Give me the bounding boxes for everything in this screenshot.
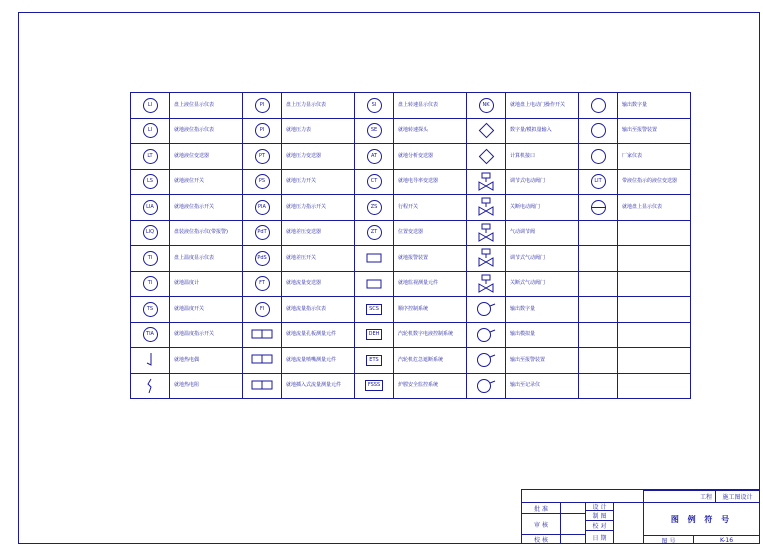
- legend-symbol-cell: [579, 246, 618, 272]
- legend-row: [131, 93, 691, 119]
- legend-label: 数字量/模拟量输入: [506, 118, 579, 144]
- legend-symbol-cell: [467, 144, 506, 170]
- legend-symbol-cell: [355, 169, 394, 195]
- legend-symbol-cell: [467, 297, 506, 323]
- legend-label: [618, 348, 691, 374]
- tb-review: 审 核: [522, 513, 560, 534]
- legend-label: 就地流量孔板测量元件: [282, 322, 355, 348]
- legend-label: 就地液位变送器: [170, 144, 243, 170]
- legend-symbol-cell: [467, 246, 506, 272]
- instrument-circle-icon: CT: [367, 174, 382, 189]
- valve-icon: [477, 223, 495, 243]
- instrument-circle-icon: LIQ: [143, 225, 158, 240]
- legend-label: 调节式电动阀门: [506, 169, 579, 195]
- legend-symbol-cell: [131, 373, 170, 399]
- legend-symbol-cell: [131, 246, 170, 272]
- legend-symbol-cell: [243, 118, 282, 144]
- legend-symbol-cell: [131, 118, 170, 144]
- legend-symbol-cell: [355, 93, 394, 119]
- legend-symbol-cell: [579, 373, 618, 399]
- instrument-circle-icon: TS: [143, 302, 158, 317]
- tb-blank-3: [560, 534, 585, 544]
- legend-symbol-cell: [579, 195, 618, 221]
- legend-row: [131, 118, 691, 144]
- square-icon: [365, 278, 383, 290]
- tb-verify: 校 对: [585, 520, 613, 530]
- legend-symbol-cell: [243, 271, 282, 297]
- legend-symbol-cell: [355, 195, 394, 221]
- valve-icon: [477, 172, 495, 192]
- legend-label: 关断式气动阀门: [506, 271, 579, 297]
- legend-label: [618, 297, 691, 323]
- legend-row: [131, 195, 691, 221]
- thermocouple-icon: [145, 352, 155, 368]
- instrument-circle-icon: LIT: [591, 174, 606, 189]
- instrument-circle-icon: [591, 149, 606, 164]
- legend-row: [131, 220, 691, 246]
- legend-symbol-cell: [355, 246, 394, 272]
- legend-symbol-cell: [131, 144, 170, 170]
- instrument-circle-icon: PIA: [255, 200, 270, 215]
- legend-symbol-cell: [467, 322, 506, 348]
- legend-symbol-cell: [355, 297, 394, 323]
- legend-label: 就地液位开关: [170, 169, 243, 195]
- legend-label: [618, 246, 691, 272]
- legend-label: 输出数字量: [506, 297, 579, 323]
- legend-symbol-cell: [579, 93, 618, 119]
- legend-label: 就地流量指示仪表: [282, 297, 355, 323]
- legend-label: 位置变送器: [394, 220, 467, 246]
- legend-symbol-cell: [243, 195, 282, 221]
- legend-label: 就地分析变送器: [394, 144, 467, 170]
- instrument-circle-icon: PdT: [255, 225, 270, 240]
- legend-symbol-cell: [467, 373, 506, 399]
- instrument-circle-icon: LS: [143, 174, 158, 189]
- valve-icon: [477, 197, 495, 217]
- legend-symbol-cell: [243, 144, 282, 170]
- legend-label: 就地差压开关: [282, 246, 355, 272]
- instrument-circle-icon: PdS: [255, 251, 270, 266]
- instrument-circle-icon: FI: [255, 302, 270, 317]
- legend-label: 气动调节阀: [506, 220, 579, 246]
- legend-symbol-cell: [243, 322, 282, 348]
- legend-symbol-cell: [467, 220, 506, 246]
- legend-label: 就地液位指示开关: [170, 195, 243, 221]
- legend-symbol-cell: [579, 220, 618, 246]
- instrument-circle-icon: PT: [255, 149, 270, 164]
- valve-icon: [477, 274, 495, 294]
- legend-symbol-cell: [131, 195, 170, 221]
- legend-symbol-cell: [355, 220, 394, 246]
- legend-label: 就地转速探头: [394, 118, 467, 144]
- legend-symbol-cell: [467, 271, 506, 297]
- instrument-circle-icon: SE: [367, 123, 382, 138]
- legend-label: [618, 271, 691, 297]
- instrument-circle-icon: PI: [255, 123, 270, 138]
- legend-label: 行程开关: [394, 195, 467, 221]
- legend-label: 输出模拟量: [506, 322, 579, 348]
- legend-symbol-cell: [131, 220, 170, 246]
- legend-label: 就地温度指示开关: [170, 322, 243, 348]
- square-icon: [365, 252, 383, 264]
- legend-symbol-cell: [467, 195, 506, 221]
- legend-label: 输出数字量: [618, 93, 691, 119]
- instrument-circle-icon: ZS: [367, 200, 382, 215]
- instrument-circle-icon: LT: [143, 149, 158, 164]
- legend-symbol-cell: [579, 322, 618, 348]
- legend-row: [131, 348, 691, 374]
- legend-symbol-cell: [579, 118, 618, 144]
- tb-drawing-no-label: 图 号: [643, 535, 693, 544]
- instrument-circle-icon: PS: [255, 174, 270, 189]
- flow-element-icon: [250, 353, 274, 367]
- legend-row: [131, 271, 691, 297]
- legend-label: 带液位指示的液位变送器: [618, 169, 691, 195]
- legend-symbol-cell: [579, 348, 618, 374]
- tb-design: 设 计: [585, 502, 613, 510]
- instrument-circle-icon: [591, 123, 606, 138]
- tb-draw: 制 图: [585, 510, 613, 520]
- tb-drawing-title: 图 例 符 号: [643, 502, 759, 535]
- flow-element-icon: [250, 328, 274, 342]
- legend-label: 就地盘上显示仪表: [618, 195, 691, 221]
- legend-label: 盘装液位指示仪(带报警): [170, 220, 243, 246]
- output-circle-icon: [475, 301, 497, 317]
- instrument-circle-icon: [591, 98, 606, 113]
- legend-symbol-cell: [355, 373, 394, 399]
- output-circle-icon: [475, 352, 497, 368]
- legend-symbol-cell: [131, 93, 170, 119]
- legend-row: [131, 373, 691, 399]
- legend-label: 盘上转速显示仪表: [394, 93, 467, 119]
- legend-label: 汽轮机数字电液控制系统: [394, 322, 467, 348]
- instrument-circle-icon: TIA: [143, 327, 158, 342]
- tb-blank-2: [560, 513, 585, 534]
- rtd-icon: [145, 378, 155, 394]
- legend-symbol-cell: [131, 169, 170, 195]
- legend-symbol-cell: [579, 144, 618, 170]
- instrument-circle-icon: SI: [367, 98, 382, 113]
- legend-label: 就地监视测量元件: [394, 271, 467, 297]
- legend-symbol-cell: [355, 118, 394, 144]
- output-circle-icon: [475, 327, 497, 343]
- legend-row: [131, 246, 691, 272]
- flow-element-icon: [250, 379, 274, 393]
- legend-symbol-cell: [243, 220, 282, 246]
- instrument-circle-icon: [591, 200, 606, 215]
- legend-label: [618, 322, 691, 348]
- legend-label: 就地温度开关: [170, 297, 243, 323]
- output-circle-icon: [475, 378, 497, 394]
- tb-blank-1: [560, 502, 585, 513]
- legend-symbol-cell: [355, 348, 394, 374]
- legend-label: 就地热电偶: [170, 348, 243, 374]
- legend-symbol-cell: [243, 348, 282, 374]
- legend-symbol-cell: [243, 297, 282, 323]
- legend-symbol-cell: [467, 93, 506, 119]
- legend-symbol-cell: [355, 322, 394, 348]
- legend-label: 就地插入式流量测量元件: [282, 373, 355, 399]
- diamond-icon: [478, 148, 494, 164]
- legend-symbol-cell: [243, 246, 282, 272]
- tb-drawing-no: K-16: [693, 535, 759, 544]
- instrument-circle-icon: FT: [255, 276, 270, 291]
- legend-symbol-cell: [467, 118, 506, 144]
- legend-symbol-cell: [243, 93, 282, 119]
- system-box-icon: FSSS: [365, 380, 383, 391]
- instrument-circle-icon: TI: [143, 251, 158, 266]
- instrument-circle-icon: ZT: [367, 225, 382, 240]
- legend-symbol-cell: [467, 169, 506, 195]
- legend-symbol-cell: [131, 322, 170, 348]
- tb-date: 日 期: [585, 530, 613, 544]
- instrument-circle-icon: LIA: [143, 200, 158, 215]
- legend-label: 就地差压变送器: [282, 220, 355, 246]
- legend-row: [131, 169, 691, 195]
- tb-project-label: 工程: [643, 490, 715, 502]
- legend-symbol-cell: [579, 297, 618, 323]
- legend-label: 输出至报警装置: [618, 118, 691, 144]
- tb-project-name: 施工图设计: [715, 490, 759, 502]
- legend-symbol-cell: [355, 144, 394, 170]
- legend-symbol-cell: [579, 271, 618, 297]
- legend-row: [131, 297, 691, 323]
- legend-label: 就地热电阻: [170, 373, 243, 399]
- legend-label: 就地压力开关: [282, 169, 355, 195]
- legend-label: 盘上压力显示仪表: [282, 93, 355, 119]
- legend-label: 就地盘上电动门操作开关: [506, 93, 579, 119]
- legend-label: 就地液位指示仪表: [170, 118, 243, 144]
- tb-check: 校 核: [522, 534, 560, 544]
- instrument-circle-icon: AT: [367, 149, 382, 164]
- legend-symbol-cell: [467, 348, 506, 374]
- instrument-circle-icon: NK: [479, 98, 494, 113]
- legend-label: 就地压力表: [282, 118, 355, 144]
- legend-label: 厂家仪表: [618, 144, 691, 170]
- legend-label: 计算机接口: [506, 144, 579, 170]
- legend-symbol-cell: [355, 271, 394, 297]
- legend-label: 汽轮机危急遮断系统: [394, 348, 467, 374]
- legend-label: 顺序控制系统: [394, 297, 467, 323]
- title-block: [521, 489, 760, 544]
- legend-label: 就地电导率变送器: [394, 169, 467, 195]
- system-box-icon: SCS: [366, 304, 382, 315]
- legend-row: [131, 144, 691, 170]
- legend-symbol-cell: [131, 348, 170, 374]
- legend-symbol-cell: [131, 271, 170, 297]
- legend-label: 就地报警装置: [394, 246, 467, 272]
- instrument-circle-icon: PI: [255, 98, 270, 113]
- legend-table: [130, 92, 691, 399]
- valve-icon: [477, 248, 495, 268]
- instrument-circle-icon: LI: [143, 98, 158, 113]
- legend-row: [131, 322, 691, 348]
- legend-label: [618, 220, 691, 246]
- legend-label: 就地流量变送器: [282, 271, 355, 297]
- legend-label: 关断电动阀门: [506, 195, 579, 221]
- legend-label: 就地压力指示开关: [282, 195, 355, 221]
- instrument-circle-icon: TI: [143, 276, 158, 291]
- legend-label: 炉膛安全监控系统: [394, 373, 467, 399]
- legend-symbol-cell: [243, 169, 282, 195]
- legend-label: 输出至记录仪: [506, 373, 579, 399]
- legend-label: 输出至报警装置: [506, 348, 579, 374]
- legend-label: 调节式气动阀门: [506, 246, 579, 272]
- legend-label: 就地流量喷嘴测量元件: [282, 348, 355, 374]
- legend-label: 就地压力变送器: [282, 144, 355, 170]
- tb-approve: 批 准: [522, 502, 560, 513]
- legend-label: 就地温度计: [170, 271, 243, 297]
- legend-label: 盘上液位显示仪表: [170, 93, 243, 119]
- system-box-icon: DEH: [366, 329, 383, 340]
- system-box-icon: ETS: [366, 355, 381, 366]
- legend-symbol-cell: [579, 169, 618, 195]
- tb-blank-4: [613, 502, 643, 544]
- legend-label: 盘上温度显示仪表: [170, 246, 243, 272]
- legend-symbol-cell: [243, 373, 282, 399]
- instrument-circle-icon: LI: [143, 123, 158, 138]
- legend-symbol-cell: [131, 297, 170, 323]
- legend-label: [618, 373, 691, 399]
- diamond-icon: [478, 123, 494, 139]
